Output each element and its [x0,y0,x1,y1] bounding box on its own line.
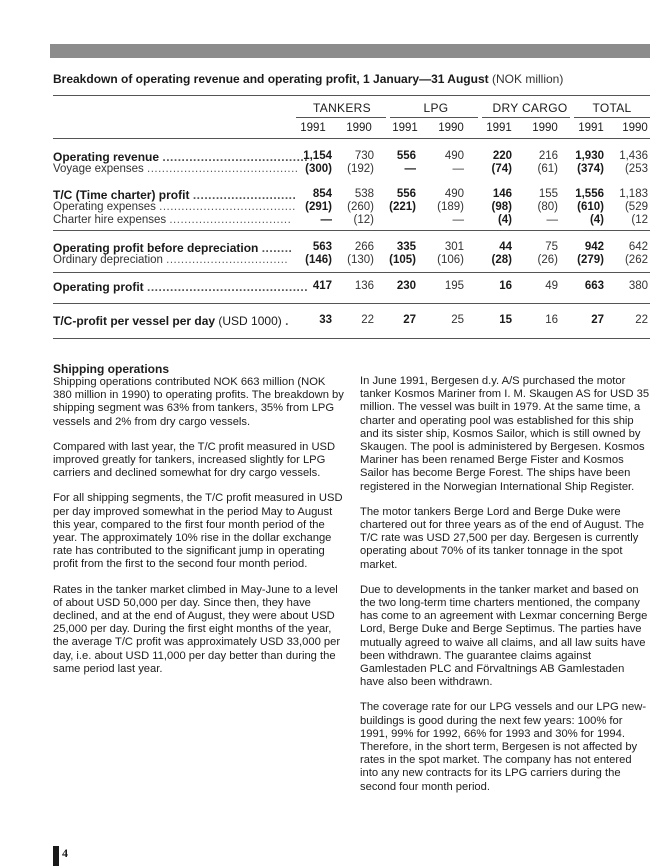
table-cell: 49 [545,280,558,292]
page-marker [53,846,59,866]
paragraph: In June 1991, Bergesen d.y. A/S purchased the motor tanker Kosmos Mariner from I. M. Skaugen AS for USD 35 million. The vessel was built in 1979. At the same time, a charter and operating pool was established for this ship and its sister ship, Kosmos Sailor, which is still owned by Skaugen. The pool is administered by Bergesen. Kosmos Mariner has been renamed Berge Fister and Kosmos Sailor has become Berge Forest. The ships have been registered in the Norwegian International Ship Register. [360,375,650,493]
row-label-tc-profit-per-vessel: T/C-profit per vessel per day (USD 1000) . [53,314,289,328]
table-cell: 27 [403,314,416,326]
table-cell: — [546,214,558,226]
table-cell: (80) [537,201,558,213]
row-label-operating-expenses: Operating expenses ..................................... [53,201,296,213]
table-cell: 556 [396,188,416,200]
table-cell: 230 [396,280,416,292]
table-cell: 22 [361,314,374,326]
group-rule-lpg [390,117,478,118]
table-cell: 642 [628,241,648,253]
table-cell: 563 [312,241,332,253]
table-cell: 1,154 [303,150,332,162]
table-cell: (260) [347,201,374,213]
table-cell: (12 [631,214,648,226]
table-cell: (130) [347,254,374,266]
year-header: 1990 [438,122,464,134]
header-bottom-rule [53,138,650,139]
table-cell: (192) [347,163,374,175]
table-title-text: Breakdown of operating revenue and operating profit, 1 January—31 August [53,72,489,86]
row-label-charter-hire: Charter hire expenses ................................. [53,214,292,226]
table-top-rule [53,95,650,96]
paragraph: For all shipping segments, the T/C profit measured in USD per day improved somewhat in the period May to August this year, compared to the first four month period of the year. The approximately 10% rise in the dollar exchange rate has contributed to the significant jump in operating profit from the first to the second four month period. [53,492,343,571]
paragraph: Compared with last year, the T/C profit measured in USD improved greatly for tankers, increased slightly for LPG carriers and declined somewhat for dry cargo vessels. [53,440,336,480]
table-cell: (189) [437,201,464,213]
table-cell: 25 [451,314,464,326]
group-header-total: TOTAL [592,101,632,115]
year-header: 1991 [486,122,512,134]
group-rule-tankers [296,117,386,118]
table-cell: — [452,163,464,175]
year-header: 1991 [392,122,418,134]
table-cell: (28) [491,254,512,266]
table-cell: 417 [312,280,332,292]
table-cell: 15 [499,314,512,326]
table-cell: (146) [305,254,332,266]
table-cell: 538 [354,188,374,200]
year-header: 1990 [346,122,372,134]
table-cell: 1,183 [619,188,648,200]
table-cell: 490 [444,188,464,200]
table-cell: 75 [545,241,558,253]
table-cell: (26) [537,254,558,266]
table-cell: — [404,163,416,175]
table-cell: (610) [577,201,604,213]
row-rule [53,230,650,231]
table-cell: (374) [577,163,604,175]
group-rule-dry-cargo [482,117,570,118]
table-cell: 942 [584,241,604,253]
table-cell: 380 [628,280,648,292]
table-cell: 216 [538,150,558,162]
table-cell: (74) [491,163,512,175]
table-cell: 490 [444,150,464,162]
shipping-right-column [360,375,650,806]
row-label-operating-revenue: Operating revenue ...................................... [53,150,309,164]
table-cell: 1,556 [575,188,604,200]
paragraph: The motor tankers Berge Lord and Berge Duke were chartered out for three years as of the end of August. The T/C rate was USD 27,500 per day. Bergesen is currently operating about 70% of its tanker tonnage in the spot market. [360,505,645,571]
year-header: 1990 [622,122,648,134]
table-bottom-rule [53,338,650,339]
paragraph: Due to developments in the tanker market and based on the two long-term time charters mentioned, the company has come to an agreement with Lexmar concerning Berge Lord, Berge Duke and Berge Septimus. The parties have mutually agreed to waive all claims, and all law suits have been withdrawn. The guarantee claims against Gamlestaden PLC and Förvaltnings AB Gamlestaden have also been withdrawn. [360,583,648,689]
table-cell: (300) [305,163,332,175]
row-label-voyage-expenses: Voyage expenses ......................................... [53,163,299,175]
table-cell: 301 [444,241,464,253]
table-cell: (262 [624,254,648,266]
table-cell: (291) [305,201,332,213]
table-cell: (4) [589,214,604,226]
row-label-operating-profit: Operating profit .......................................... [53,280,309,294]
table-cell: 195 [444,280,464,292]
table-cell: (98) [491,201,512,213]
group-header-lpg: LPG [423,101,449,115]
table-cell: (61) [537,163,558,175]
row-label-tc-profit: T/C (Time charter) profit ........................... [53,188,297,202]
table-cell: 16 [545,314,558,326]
shipping-left-column [53,362,345,688]
table-cell: 1,436 [619,150,648,162]
year-header: 1991 [300,122,326,134]
table-cell: 44 [499,241,512,253]
group-header-tankers: TANKERS [313,101,371,115]
table-cell: 155 [538,188,558,200]
table-cell: (221) [389,201,416,213]
section-heading: Shipping operations [53,362,169,376]
table-unit: (NOK million) [491,72,564,86]
table-cell: (279) [577,254,604,266]
header-bar [50,44,650,58]
table-cell: — [320,214,332,226]
table-cell: (529 [624,201,648,213]
table-title [53,72,563,86]
table-cell: (4) [497,214,512,226]
table-cell: 146 [492,188,512,200]
page-number: 4 [62,846,68,860]
table-cell: 27 [591,314,604,326]
row-rule [53,303,650,304]
table-cell: 730 [354,150,374,162]
year-header: 1991 [578,122,604,134]
table-cell: (12) [353,214,374,226]
table-cell: 220 [492,150,512,162]
table-cell: 663 [584,280,604,292]
table-cell: — [452,214,464,226]
table-cell: (253 [624,163,648,175]
table-cell: 22 [635,314,648,326]
group-header-dry-cargo: DRY CARGO [492,101,568,115]
table-cell: 854 [312,188,332,200]
row-label-ordinary-depreciation: Ordinary depreciation ................................. [53,254,289,266]
table-cell: (105) [389,254,416,266]
table-cell: 1,930 [575,150,604,162]
year-header: 1990 [532,122,558,134]
table-cell: 136 [354,280,374,292]
table-cell: 556 [396,150,416,162]
table-cell: 266 [354,241,374,253]
paragraph: Rates in the tanker market climbed in May-June to a level of about USD 50,000 per day. Since then, they have declined, and at the end of August, they were about USD 25,000 per day. During the first eight months of the year, the average T/C profit was approximately USD 33,000 per day, i.e. about USD 11,000 per day better than during the same period last year. [53,583,341,675]
table-cell: 33 [319,314,332,326]
row-label-op-profit-before-dep: Operating profit before depreciation ........ [53,241,293,255]
table-cell: 16 [499,280,512,292]
table-cell: (106) [437,254,464,266]
paragraph: The coverage rate for our LPG vessels and our LPG new-buildings is good during the next few years: 100% for 1991, 99% for 1992, 66% for 1993 and 30% for 1994. Therefore, in the short term, Bergesen is not affected by rates in the spot market. The company has not entered into any new contracts for its LPG carriers during the second four month period. [360,701,647,793]
group-rule-total [574,117,650,118]
table-cell: 335 [396,241,416,253]
paragraph: Shipping operations contributed NOK 663 million (NOK 380 million in 1990) to operating profits. The breakdown by shipping segment was 63% from tankers, 35% from LPG vessels and 2% from dry cargo vessels. [53,376,344,428]
row-rule [53,272,650,273]
